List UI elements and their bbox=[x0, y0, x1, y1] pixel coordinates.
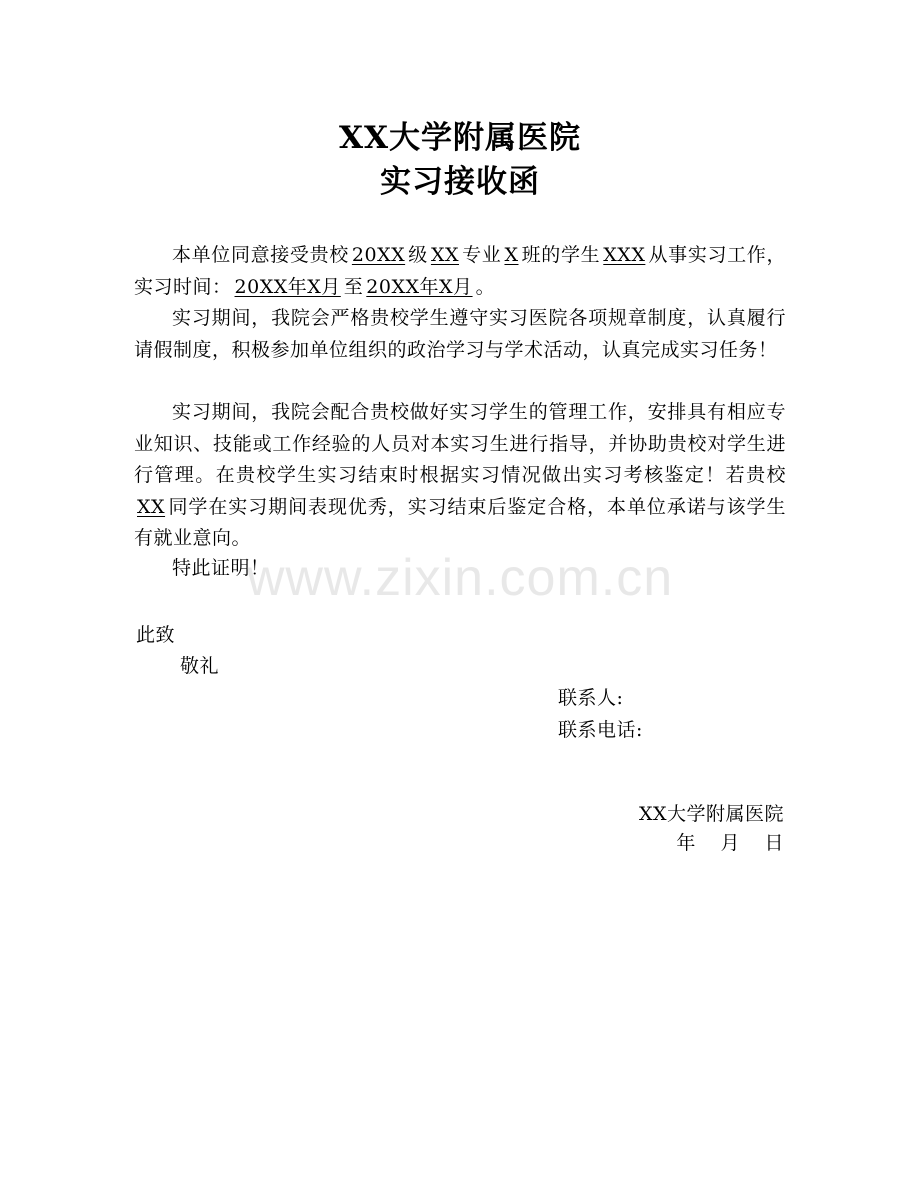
document-title-line1: XX大学附属医院 bbox=[338, 120, 582, 156]
paragraph-certify: 特此证明！ bbox=[172, 557, 270, 579]
signature-date: 年 月 日 bbox=[676, 832, 784, 854]
document-title-line2: 实习接收函 bbox=[380, 164, 540, 200]
student-name-fill: XX bbox=[137, 495, 166, 518]
end-date-fill: 20XX年X月 bbox=[366, 275, 473, 298]
watermark: www.zixin.com.cn bbox=[246, 549, 674, 607]
class-fill: X bbox=[504, 244, 519, 266]
paragraph-rules: 实习期间，我院会严格贵校学生遵守实习医院各项规章制度，认真履行请假制度，积极参加单位组织的政治学习与学术活动，认真完成实习任务！ bbox=[134, 307, 786, 361]
paragraph1-text-5: 从事实习工作，实习时间： bbox=[134, 244, 786, 298]
paragraph-acceptance bbox=[134, 240, 786, 303]
paragraph1-text-3: 专业 bbox=[462, 244, 502, 266]
signature-organization: XX大学附属医院 bbox=[638, 803, 784, 825]
contact-person-label: 联系人: bbox=[558, 687, 624, 709]
paragraph1-text-1: 本单位同意接受贵校 bbox=[172, 244, 349, 266]
paragraph1-text-4: 班的学生 bbox=[521, 244, 601, 266]
paragraph3-text-2: 同学在实习期间表现优秀，实习结束后鉴定合格，本单位承诺与该学生有就业意向。 bbox=[134, 495, 786, 549]
closing-line2: 敬礼 bbox=[180, 655, 220, 677]
paragraph1-text-7: 。 bbox=[475, 275, 496, 298]
student-fill: XXX bbox=[603, 244, 646, 266]
grade-fill: 20XX bbox=[351, 244, 406, 266]
contact-phone-label: 联系电话: bbox=[558, 719, 643, 741]
paragraph1-text-2: 级 bbox=[408, 244, 428, 266]
closing-line1: 此致 bbox=[136, 624, 176, 646]
paragraph3-text-1: 实习期间，我院会配合贵校做好实习学生的管理工作，安排具有相应专业知识、技能或工作经验的人员对本实习生进行指导，并协助贵校对学生进行管理。在贵校学生实习结束时根据实习情况做出实习考核鉴定！若贵校 bbox=[134, 401, 786, 486]
start-date-fill: 20XX年X月 bbox=[234, 275, 341, 298]
major-fill: XX bbox=[430, 244, 459, 266]
paragraph1-text-6: 至 bbox=[343, 275, 364, 298]
paragraph-management bbox=[134, 397, 786, 555]
